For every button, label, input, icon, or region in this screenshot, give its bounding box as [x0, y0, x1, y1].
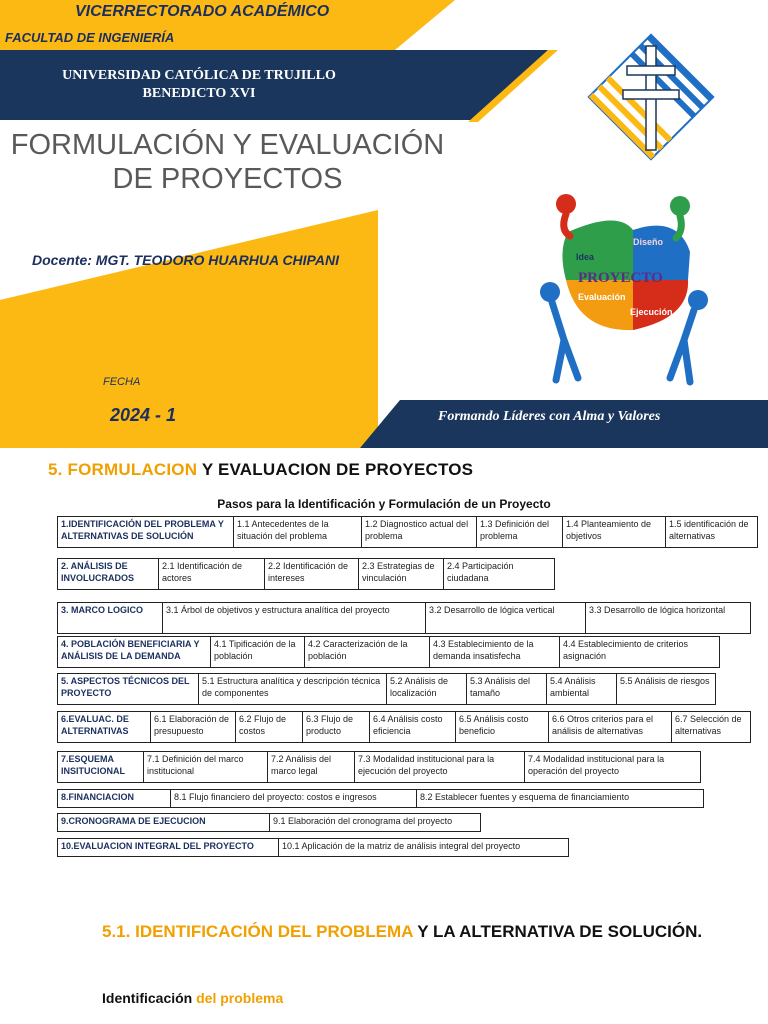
step-10-item-1: 10.1 Aplicación de la matriz de análisis integral del proyecto — [278, 838, 569, 857]
step-10-head: 10.EVALUACION INTEGRAL DEL PROYECTO — [57, 838, 279, 857]
step-1-item-5: 1.5 identificación de alternativas — [665, 516, 758, 548]
step-1-head: 1.IDENTIFICACIÓN DEL PROBLEMA Y ALTERNATIVAS DE SOLUCIÓN — [57, 516, 234, 548]
step-2-head: 2. ANÁLISIS DE INVOLUCRADOS — [57, 558, 159, 590]
cover-page — [0, 0, 768, 448]
step-5-item-5: 5.5 Análisis de riesgos — [616, 673, 716, 705]
step-9-item-1: 9.1 Elaboración del cronograma del proyecto — [269, 813, 481, 832]
docente-name: Docente: MGT. TEODORO HUARHUA CHIPANI — [32, 252, 339, 268]
university-line-1: UNIVERSIDAD CATÓLICA DE TRUJILLO — [62, 68, 336, 83]
puzzle-label-idea: Idea — [576, 252, 595, 262]
step-8-head: 8.FINANCIACION — [57, 789, 171, 808]
step-4-head: 4. POBLACIÓN BENEFICIARIA Y ANÁLISIS DE LA DEMANDA — [57, 636, 211, 668]
section-5-accent: FORMULACION — [67, 460, 198, 479]
step-6-item-6: 6.6 Otros criterios para el análisis de alternativas — [548, 711, 672, 743]
section-5-rest: Y EVALUACION DE PROYECTOS — [201, 460, 474, 479]
step-3-item-2: 3.2 Desarrollo de lógica vertical — [425, 602, 586, 634]
step-row-9 — [57, 813, 481, 832]
step-7-item-1: 7.1 Definición del marco institucional — [143, 751, 268, 783]
step-4-item-3: 4.3 Establecimiento de la demanda insatisfecha — [429, 636, 560, 668]
step-9-head: 9.CRONOGRAMA DE EJECUCION — [57, 813, 270, 832]
fecha-label: FECHA — [103, 376, 141, 388]
section-5-1-accent: IDENTIFICACIÓN DEL PROBLEMA — [135, 922, 413, 941]
step-row-2 — [57, 558, 555, 590]
step-6-head: 6.EVALUAC. DE ALTERNATIVAS — [57, 711, 151, 743]
step-2-item-4: 2.4 Participación ciudadana — [443, 558, 555, 590]
section-5-heading — [48, 460, 473, 480]
step-7-head: 7.ESQUEMA INSITUCIONAL — [57, 751, 144, 783]
table-title: Pasos para la Identificación y Formulación de un Proyecto — [217, 497, 551, 511]
step-6-item-2: 6.2 Flujo de costos — [235, 711, 303, 743]
vicerrectorado-label: VICERRECTORADO ACADÉMICO — [75, 3, 330, 20]
step-1-item-1: 1.1 Antecedentes de la situación del problema — [233, 516, 362, 548]
academic-period: 2024 - 1 — [110, 405, 177, 425]
step-2-item-2: 2.2 Identificación de intereses — [264, 558, 359, 590]
step-1-item-3: 1.3 Definición del problema — [476, 516, 563, 548]
step-1-item-4: 1.4 Planteamiento de objetivos — [562, 516, 666, 548]
course-title-line-1: FORMULACIÓN Y EVALUACIÓN — [10, 129, 445, 161]
university-name — [40, 67, 358, 103]
step-3-head: 3. MARCO LOGICO — [57, 602, 163, 634]
course-title-line-2: DE PROYECTOS — [112, 163, 343, 195]
step-1-item-2: 1.2 Diagnostico actual del problema — [361, 516, 477, 548]
step-5-item-1: 5.1 Estructura analítica y descripción técnica de componentes — [198, 673, 387, 705]
section-5-1-heading — [102, 921, 742, 943]
step-6-item-4: 6.4 Análisis costo eficiencia — [369, 711, 456, 743]
step-row-7 — [57, 751, 701, 783]
step-4-item-4: 4.4 Establecimiento de criterios asignación — [559, 636, 720, 668]
facultad-label: FACULTAD DE INGENIERÍA — [5, 30, 175, 45]
step-8-item-2: 8.2 Establecer fuentes y esquema de financiamiento — [416, 789, 704, 808]
step-6-item-7: 6.7 Selección de alternativas — [671, 711, 751, 743]
step-5-item-4: 5.4 Análisis ambiental — [546, 673, 617, 705]
step-row-6 — [57, 711, 751, 743]
step-5-item-2: 5.2 Análisis de localización — [386, 673, 467, 705]
subheading-identificacion — [102, 990, 283, 1006]
step-4-item-1: 4.1 Tipificación de la población — [210, 636, 305, 668]
subheading-plain: Identificación — [102, 990, 193, 1006]
section-5-1-number: 5.1. — [102, 922, 131, 941]
slogan: Formando Líderes con Alma y Valores — [438, 409, 661, 424]
step-3-item-3: 3.3 Desarrollo de lógica horizontal — [585, 602, 751, 634]
step-row-3 — [57, 602, 751, 634]
step-8-item-1: 8.1 Flujo financiero del proyecto: costos e ingresos — [170, 789, 417, 808]
university-logo — [583, 32, 719, 162]
puzzle-label-proyecto: PROYECTO — [578, 270, 663, 286]
section-5-number: 5. — [48, 460, 63, 479]
step-5-item-3: 5.3 Análisis del tamaño — [466, 673, 547, 705]
step-7-item-4: 7.4 Modalidad institucional para la operación del proyecto — [524, 751, 701, 783]
university-line-2: BENEDICTO XVI — [142, 86, 256, 101]
puzzle-label-ejecucion: Ejecución — [630, 307, 673, 317]
puzzle-label-diseno: Diseño — [633, 237, 664, 247]
step-row-1 — [57, 516, 758, 548]
step-7-item-2: 7.2 Análisis del marco legal — [267, 751, 355, 783]
step-2-item-3: 2.3 Estrategias de vinculación — [358, 558, 444, 590]
step-5-head: 5. ASPECTOS TÉCNICOS DEL PROYECTO — [57, 673, 199, 705]
project-puzzle-illustration — [538, 190, 713, 388]
subheading-accent: del problema — [196, 990, 284, 1006]
step-6-item-1: 6.1 Elaboración de presupuesto — [150, 711, 236, 743]
puzzle-label-evaluacion: Evaluación — [578, 292, 626, 302]
step-4-item-2: 4.2 Caracterización de la población — [304, 636, 430, 668]
step-6-item-5: 6.5 Análisis costo beneficio — [455, 711, 549, 743]
step-row-4 — [57, 636, 720, 668]
step-2-item-1: 2.1 Identificación de actores — [158, 558, 265, 590]
step-6-item-3: 6.3 Flujo de producto — [302, 711, 370, 743]
course-title — [0, 128, 455, 196]
step-7-item-3: 7.3 Modalidad institucional para la ejecución del proyecto — [354, 751, 525, 783]
step-3-item-1: 3.1 Árbol de objetivos y estructura analítica del proyecto — [162, 602, 426, 634]
step-row-8 — [57, 789, 704, 808]
step-row-5 — [57, 673, 716, 705]
step-row-10 — [57, 838, 569, 857]
section-5-1-rest: Y LA ALTERNATIVA DE SOLUCIÓN. — [417, 922, 703, 941]
